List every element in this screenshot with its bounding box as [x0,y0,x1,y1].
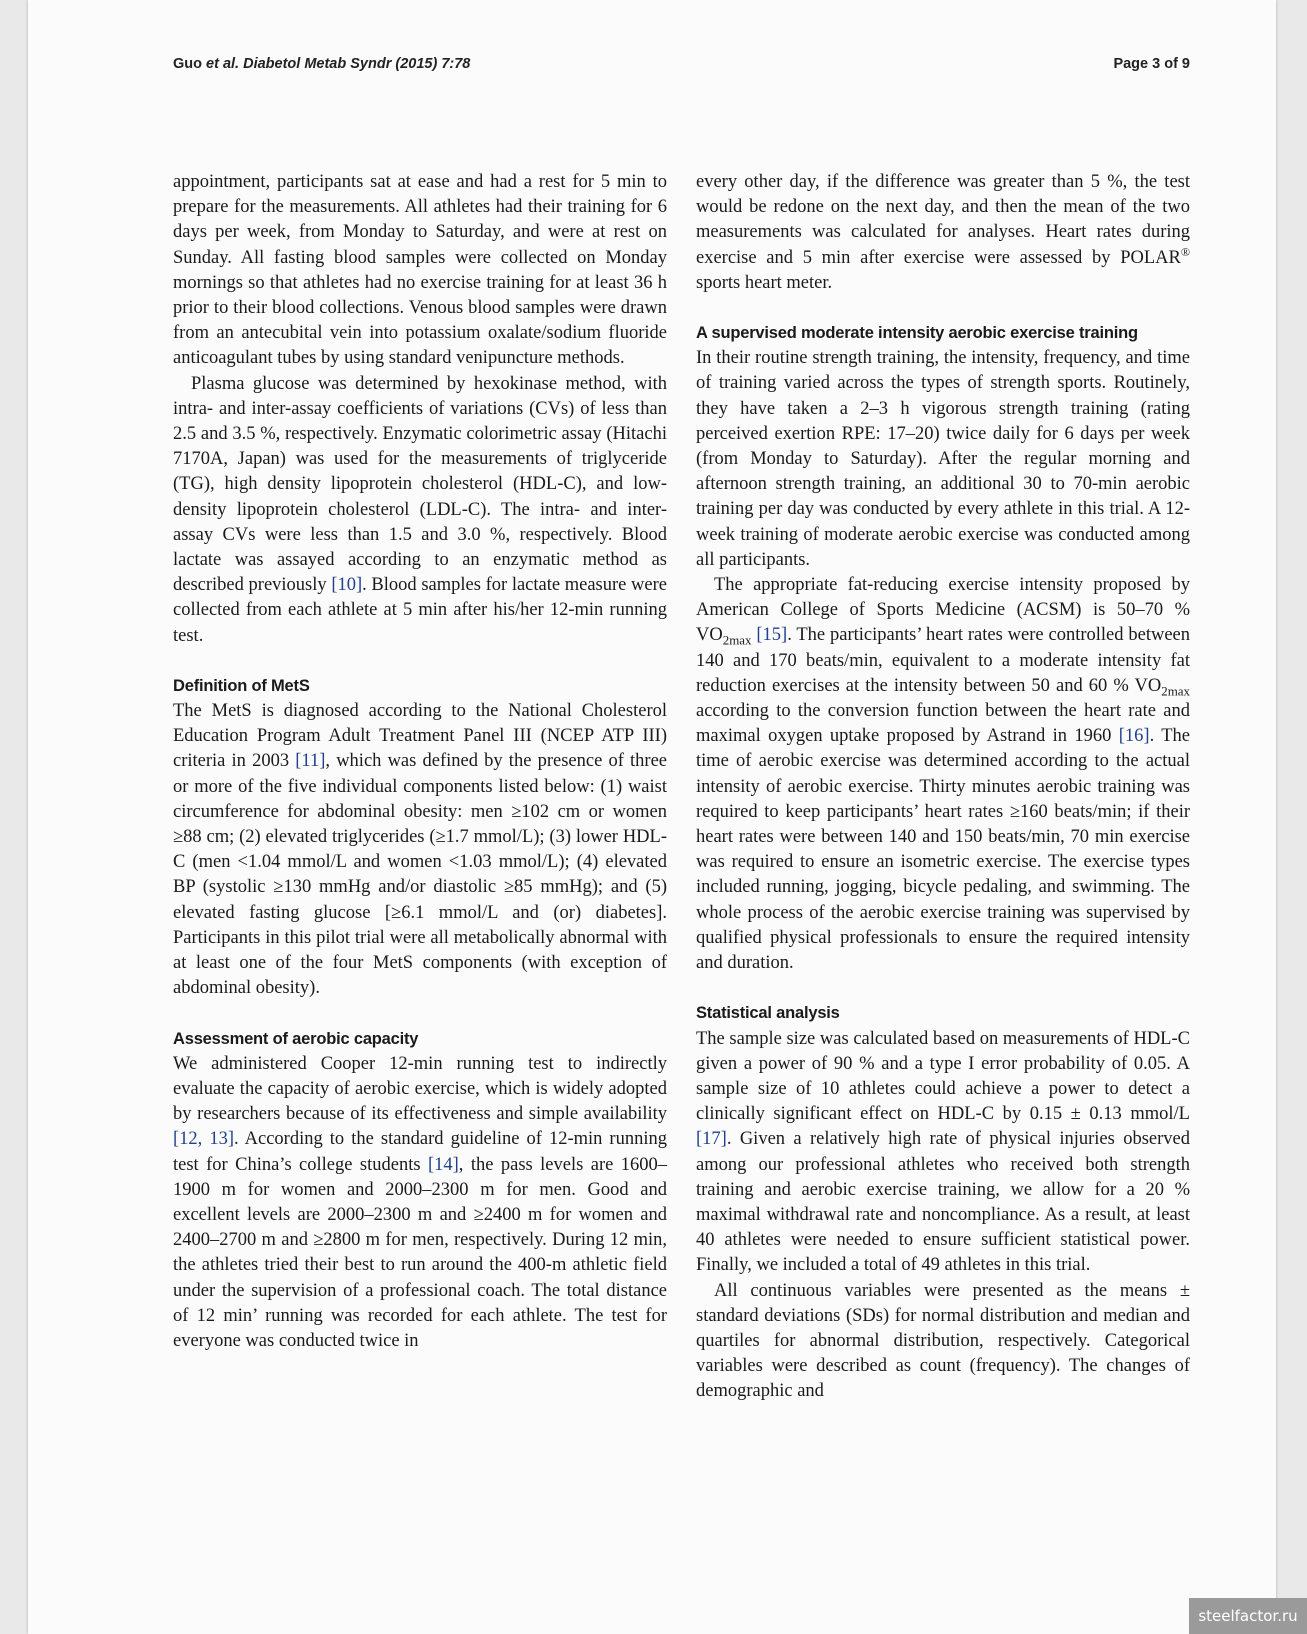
paragraph-text: The sample size was calculated based on measurements of HDL-C given a power of 90 % and a type I error probability of 0.05. A sample size of 10 athletes could achieve a power to detect a clinically significant effect on HDL-C by 0.15 ± 0.13 mmol/L [696,1028,1190,1125]
paragraph-text: sports heart meter. [696,272,833,293]
paragraph-text: The appropriate fat-reducing exercise intensity proposed by American College of Sports Medicine (ACSM) is 50–70 % VO [696,575,1190,646]
paragraph-text: We administered Cooper 12-min running test to indirectly evaluate the capacity of aerobic exercise, which is widely adopted by researchers because of its effectiveness and simple availability [173,1053,667,1125]
paragraph [696,573,1190,976]
citation-authors: Guo [173,56,207,72]
section-heading-statistics: Statistical analysis [696,1004,840,1023]
running-header [173,56,1190,72]
paragraph-text: . The participants’ heart rates were controlled between 140 and 170 beats/min, equivalent to a moderate intensity fat reduction exercises at the intensity between 50 and 60 % VO [696,625,1191,696]
section-heading-aerobic-capacity: Assessment of aerobic capacity [173,1029,419,1048]
paragraph [173,699,667,1001]
citation-link[interactable]: [17] [696,1129,727,1150]
right-column [696,170,1190,1405]
citation-link[interactable]: [12, 13] [173,1129,234,1150]
paragraph [173,1052,667,1354]
citation-link[interactable]: [14] [427,1154,459,1175]
paragraph [696,1027,1190,1279]
paragraph-text: Plasma glucose was determined by hexokinase method, with intra- and inter-assay coefficients of variations (CVs) of less than 2.5 and 3.5 %, respectively. Enzymatic colorimetric assay (Hitachi 7170A, Japan) was used for the measurements of triglyceride (TG), high density lipoprotein cholesterol (HDL-C), and low-density lipoprotein cholesterol (LDL-C). The intra- and inter-assay CVs were less than 1.5 and 3.0 %, respectively. Blood lactate was assayed according to an enzymatic method as described previously [173,373,667,596]
paragraph-text: The MetS is diagnosed according to the National Cholesterol Education Program Adult Treatment Panel III (NCEP ATP III) criteria in 2003 [173,701,667,772]
paragraph-text: . Blood samples for lactate measure were collected from each athlete at 5 min after his/her 12-min running test. [173,575,667,646]
subscript: 2max [722,633,752,649]
paragraph-text: . The time of aerobic exercise was determined according to the actual intensity of aerobic exercise. Thirty minutes aerobic training was required to keep participants’ heart rates ≥160 beats/min; if their heart rates were between 140 and 150 beats/min, 70 min exercise was required to ensure an isometric exercise. The exercise types included running, jogging, bicycle pedaling, and swimming. The whole process of the aerobic exercise training was supervised by qualified physical professionals to ensure the required intensity and duration. [696,726,1190,974]
subscript: 2max [1161,683,1190,699]
citation-link[interactable]: [16] [1118,726,1150,747]
section-heading-mets: Definition of MetS [173,676,310,695]
paragraph-text: . Given a relatively high rate of physical injuries observed among our professional athletes who received both strength training and aerobic exercise training, we allow for a 20 % maximal withdrawal rate and noncompliance. As a result, at least 40 athletes were needed to ensure sufficient statistical power. Finally, we included a total of 49 athletes in this trial. [696,1129,1190,1276]
section-heading-training: A supervised moderate intensity aerobic exercise training [696,324,1138,343]
citation-issue: (2015) 7:78 [391,56,471,72]
citation-link[interactable]: [10] [331,575,363,596]
watermark: steelfactor.ru [1189,1598,1307,1634]
journal-citation [173,56,470,72]
citation-link[interactable]: [11] [295,751,326,772]
paragraph: In their routine strength training, the intensity, frequency, and time of training varied across the types of strength sports. Routinely, they have taken a 2–3 h vigorous strength training (rating perceived exertion RPE: 17–20) twice daily for 6 days per week (from Monday to Saturday). After the regular morning and afternoon strength training, an additional 30 to 70-min aerobic training per day was conducted by every athlete in this trial. A 12-week training of moderate aerobic exercise was conducted among all participants. [696,348,1190,570]
left-column [173,170,667,1354]
page-number: Page 3 of 9 [1113,56,1190,72]
paragraph [173,372,667,649]
citation-etal: et al. [206,56,240,72]
paragraph-text: according to the conversion function between the heart rate and maximal oxygen uptake proposed by Astrand in 1960 [696,701,1190,747]
citation-journal: Diabetol Metab Syndr [239,56,392,72]
paragraph [696,170,1190,296]
paragraph: appointment, participants sat at ease and had a rest for 5 min to prepare for the measurements. All athletes had their training for 6 days per week, from Monday to Saturday, and were at rest on Sunday. All fasting blood samples were collected on Monday mornings so that athletes had no exercise training for at least 36 h prior to their blood collections. Venous blood samples were drawn from an antecubital vein into potassium oxalate/sodium fluoride anticoagulant tubes by using standard venipuncture methods. [173,172,667,369]
paragraph-text: every other day, if the difference was greater than 5 %, the test would be redone on the next day, and then the mean of the two measurements was calculated for analyses. Heart rates during exercise and 5 min after exercise were assessed by POLAR [696,172,1190,268]
paragraph-text: . According to the standard guideline of 12-min running test for China’s college students [173,1129,667,1175]
document-page [28,0,1276,1634]
citation-link[interactable]: [15] [756,625,788,646]
paragraph: All continuous variables were presented as the means ± standard deviations (SDs) for normal distribution and median and quartiles for abnormal distribution, respectively. Categorical variables were described as count (frequency). The changes of demographic and [696,1280,1190,1402]
paragraph-text: , the pass levels are 1600–1900 m for women and 2000–2300 m for men. Good and excellent levels are 2000–2300 m and ≥2400 m for women and 2400–2700 m and ≥2800 m for men, respectively. During 12 min, the athletes tried their best to run around the 400-m athletic field under the supervision of a professional coach. The total distance of 12 min’ running was recorded for each athlete. The test for everyone was conducted twice in [173,1154,667,1351]
registered-mark: ® [1180,244,1190,259]
paragraph-text: , which was defined by the presence of three or more of the five individual components listed below: (1) waist circumference for abdominal obesity: men ≥102 cm or women ≥88 cm; (2) elevated triglycerides (≥1.7 mmol/L); (3) lower HDL-C (men <1.04 mmol/L and women <1.03 mmol/L); (4) elevated BP (systolic ≥130 mmHg and/or diastolic ≥85 mmHg); and (5) elevated fasting glucose [≥6.1 mmol/L and (or) diabetes]. Participants in this pilot trial were all metabolically abnormal with at least one of the four MetS components (with exception of abdominal obesity). [173,751,667,999]
